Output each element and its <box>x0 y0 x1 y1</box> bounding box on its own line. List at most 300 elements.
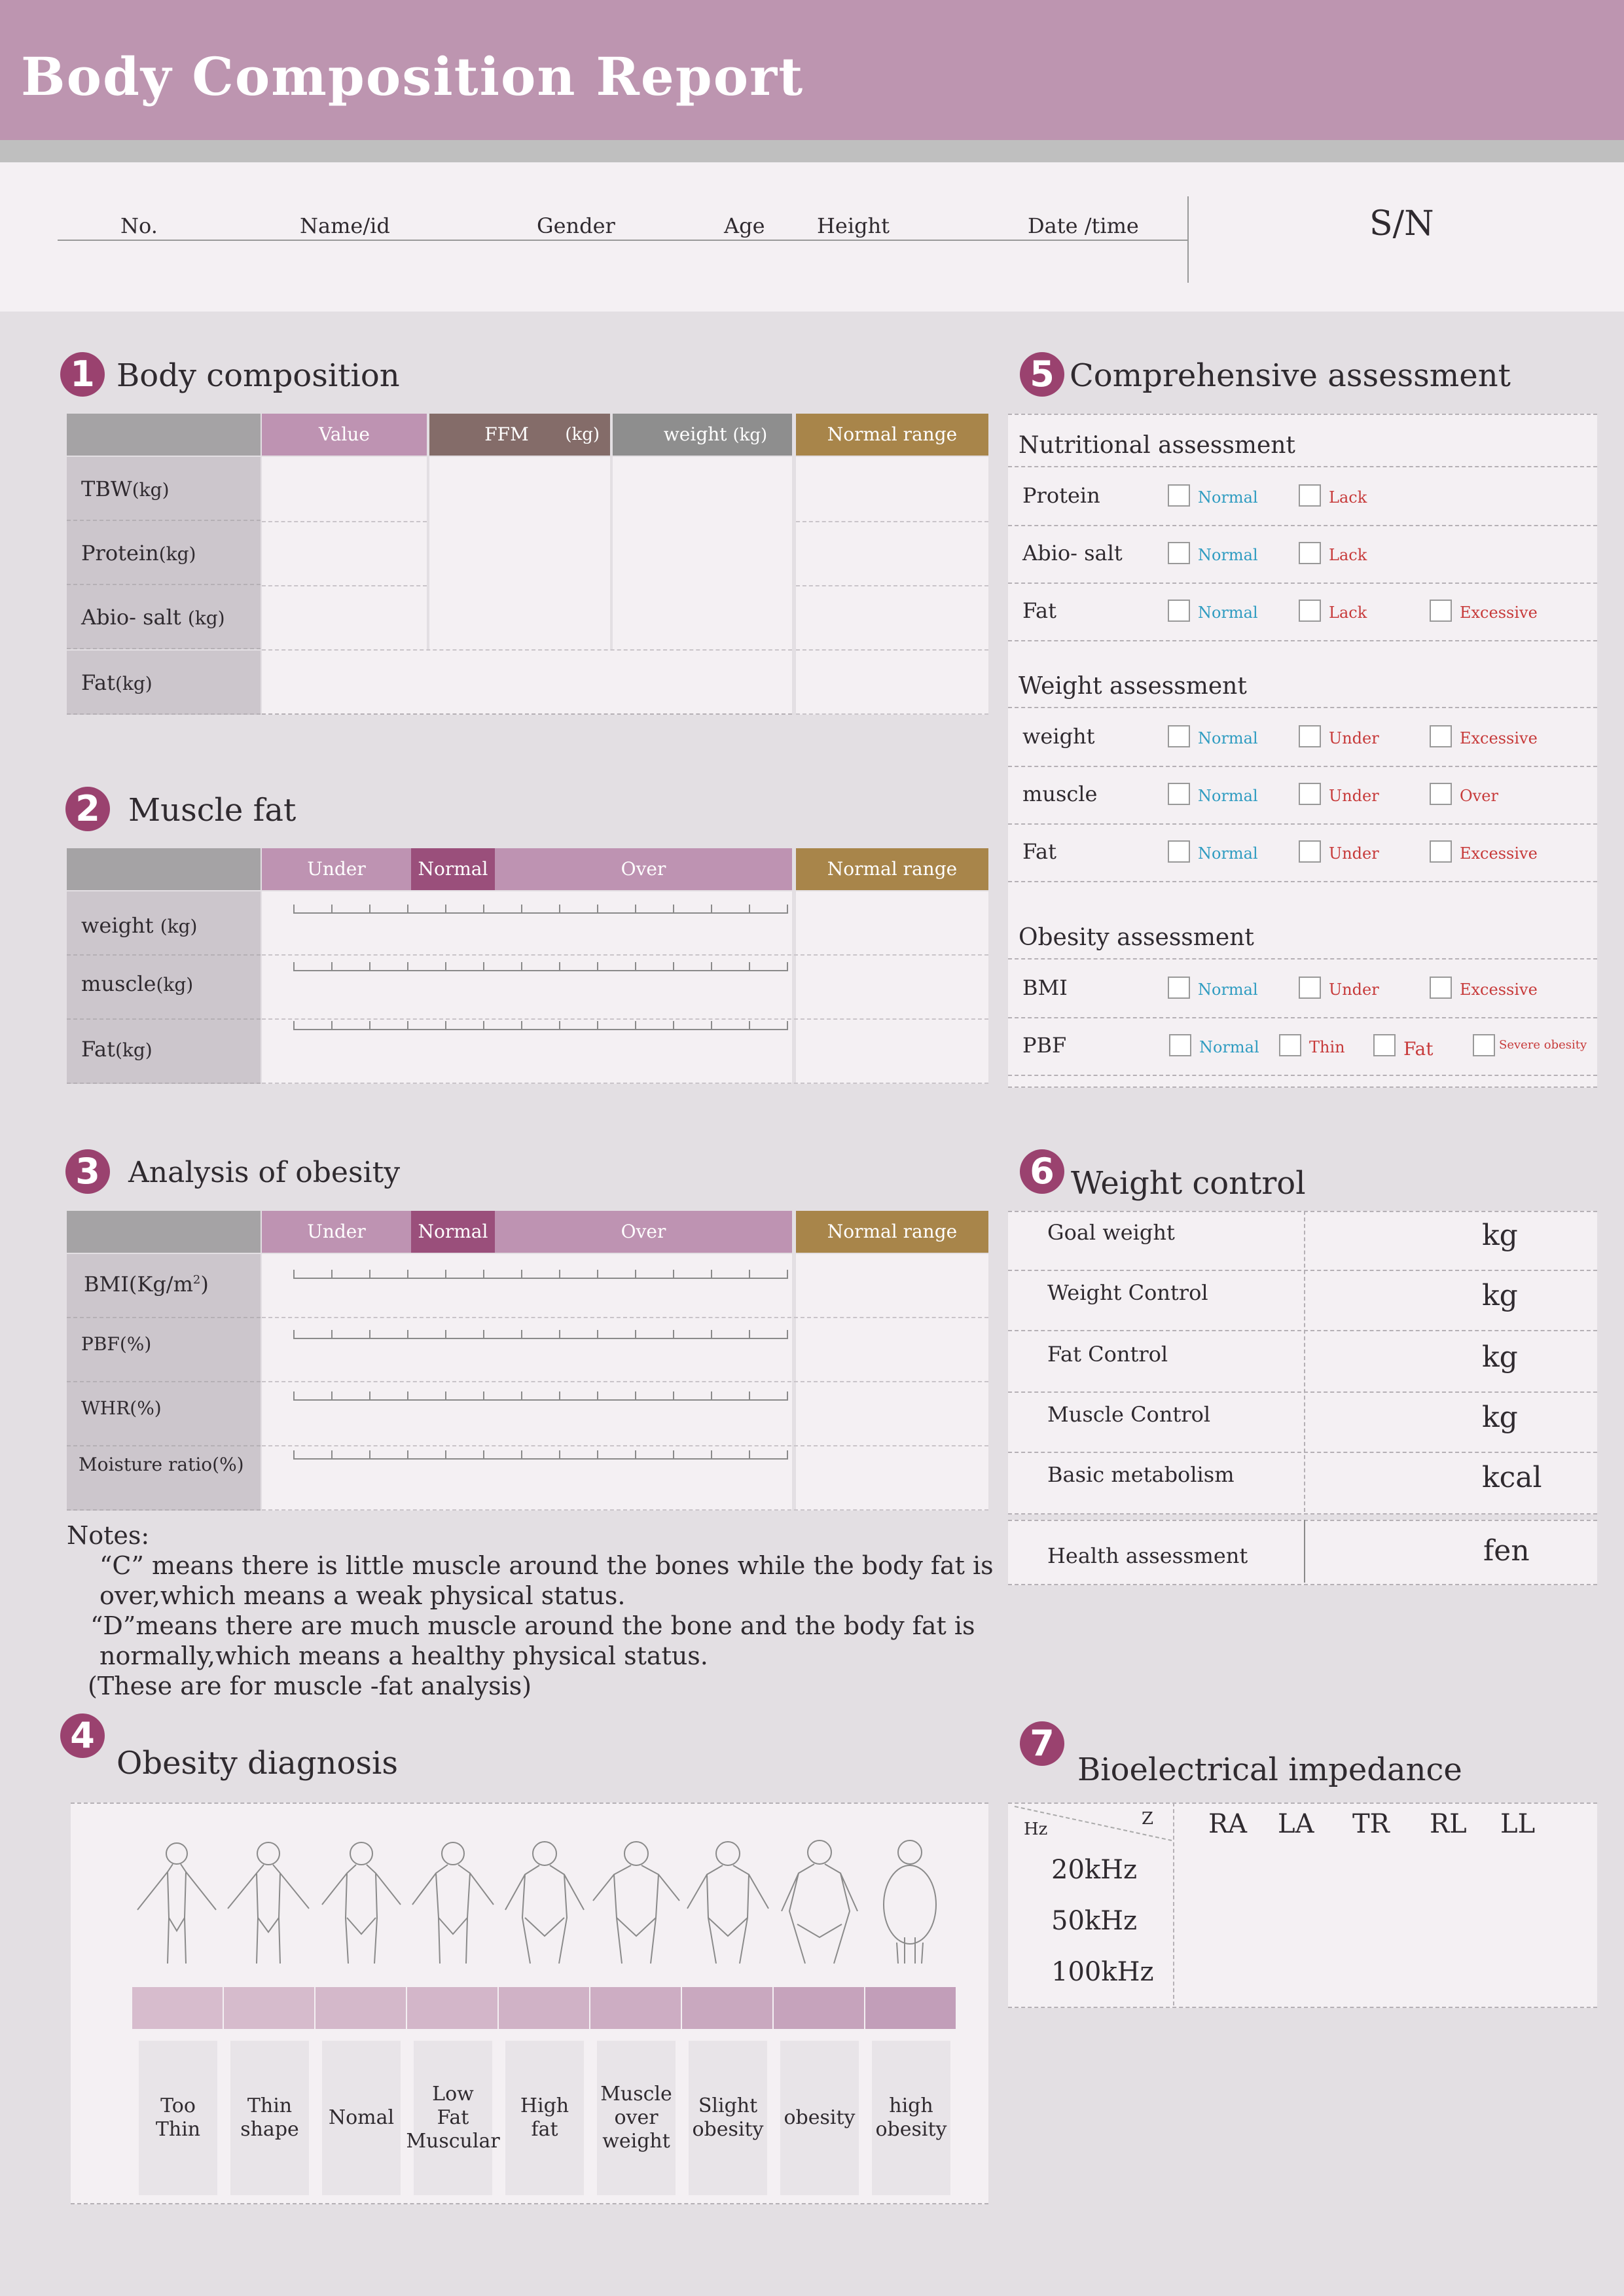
scale-tick <box>635 905 636 914</box>
notes-heading: Notes: <box>67 1521 150 1550</box>
moisture-scale <box>293 1448 788 1460</box>
assessment-option-label: Normal <box>1198 546 1258 564</box>
row-label: BMI(Kg/m <box>84 1271 193 1297</box>
category-band <box>590 1987 681 2029</box>
assessment-checkbox[interactable] <box>1299 600 1321 622</box>
category-band <box>316 1987 406 2029</box>
row-divider <box>796 585 988 586</box>
assessment-checkbox[interactable] <box>1473 1034 1495 1056</box>
assessment-option-label: Lack <box>1329 488 1367 507</box>
col-normal: Normal <box>411 1211 495 1253</box>
category-text-line: weight <box>602 2130 670 2153</box>
col-ffm <box>429 414 610 456</box>
row-unit: (kg) <box>160 916 198 937</box>
assessment-option-label: Under <box>1329 844 1379 863</box>
header-field-height: Height <box>817 213 890 238</box>
category-text-line: Thin <box>155 2118 201 2141</box>
scale-tick <box>597 962 598 971</box>
assessment-row-label: muscle <box>1022 781 1098 806</box>
scale-tick <box>293 1391 295 1401</box>
section-7-title: Bioelectrical impedance <box>1077 1751 1462 1788</box>
assessment-option-label: Normal <box>1198 787 1258 805</box>
category-label <box>406 2041 500 2195</box>
row-label-sup: 2 <box>192 1273 201 1287</box>
assessment-checkbox[interactable] <box>1299 840 1321 863</box>
header-field-name: Name/id <box>300 213 390 238</box>
scale-tick <box>711 1391 712 1401</box>
row-divider <box>796 521 988 522</box>
assessment-checkbox[interactable] <box>1168 600 1190 622</box>
scale-tick <box>293 905 295 914</box>
category-text-line: Too <box>160 2094 196 2117</box>
scale-tick <box>559 1450 560 1460</box>
category-text <box>406 2083 499 2153</box>
scale-tick <box>711 905 712 914</box>
scale-tick <box>787 905 788 914</box>
section-6-title: Weight control <box>1071 1165 1306 1202</box>
assessment-option-label: Excessive <box>1460 844 1538 863</box>
assessment-checkbox[interactable] <box>1430 977 1452 999</box>
assessment-option-label: Over <box>1460 787 1498 805</box>
col-normal-range: Normal range <box>796 848 988 890</box>
header-field-datetime: Date /time <box>1028 213 1139 238</box>
scale-tick <box>521 1270 522 1279</box>
section-2-badge: 2 <box>65 787 110 831</box>
scale-tick <box>369 1021 370 1030</box>
scale-tick <box>673 962 674 971</box>
assessment-checkbox[interactable] <box>1299 542 1321 564</box>
category-text-line: Low <box>432 2083 474 2106</box>
scale-tick <box>521 1391 522 1401</box>
assessment-checkbox[interactable] <box>1299 977 1321 999</box>
impedance-corner-z: Z <box>1142 1809 1154 1829</box>
notes-line: over,which means a weak physical status. <box>99 1581 626 1610</box>
col-under: Under <box>262 1211 411 1253</box>
category-text <box>600 2083 672 2153</box>
scale-tick <box>445 1270 446 1279</box>
assessment-checkbox[interactable] <box>1168 783 1190 805</box>
row-label: Moisture ratio <box>79 1454 213 1475</box>
scale-tick <box>597 905 598 914</box>
category-text <box>784 2106 855 2130</box>
category-label <box>780 2041 859 2195</box>
scale-tick <box>483 962 484 971</box>
assessment-checkbox[interactable] <box>1169 1034 1191 1056</box>
scale-tick <box>407 1391 408 1401</box>
row-divider <box>1008 1391 1597 1393</box>
assessment-option-label: Normal <box>1198 980 1258 999</box>
notes-line: normally,which means a healthy physical status. <box>99 1641 708 1670</box>
col-weight-label: weight <box>663 423 727 445</box>
figure-normal-icon <box>322 1842 401 1964</box>
col-value: Value <box>262 414 427 456</box>
scale-tick <box>445 1450 446 1460</box>
section-5-title: Comprehensive assessment <box>1070 357 1511 394</box>
scale-tick <box>749 1330 750 1339</box>
category-text-line: high <box>889 2094 933 2117</box>
category-text-line: shape <box>240 2118 299 2141</box>
scale-tick <box>369 1330 370 1339</box>
assessment-row-label: BMI <box>1022 975 1068 1000</box>
category-label <box>872 2041 950 2195</box>
row-unit: (kg) <box>158 543 196 565</box>
body-shape-figures <box>71 1833 988 1977</box>
scale-tick <box>635 1021 636 1030</box>
scale-tick <box>597 1330 598 1339</box>
scale-tick <box>483 1021 484 1030</box>
assessment-option-label: Normal <box>1199 1038 1259 1056</box>
row-pbf <box>67 1318 261 1382</box>
row-divider <box>1008 1017 1597 1018</box>
figure-high-fat-icon <box>505 1842 584 1964</box>
row-divider <box>1008 766 1597 767</box>
scale-tick <box>293 1021 295 1030</box>
assessment-option-label: Under <box>1329 729 1379 747</box>
category-text-line: Fat <box>437 2106 469 2129</box>
assessment-checkbox[interactable] <box>1168 725 1190 747</box>
section-1-badge: 1 <box>60 352 105 397</box>
section-2-title: Muscle fat <box>128 792 297 829</box>
row-protein <box>67 521 261 585</box>
col-over: Over <box>495 848 792 890</box>
assessment-checkbox[interactable] <box>1373 1034 1396 1056</box>
assessment-option-label: Lack <box>1329 603 1367 622</box>
bmi-scale <box>293 1267 788 1279</box>
row-divider <box>1008 640 1597 641</box>
row-divider <box>262 585 427 586</box>
scale-tick <box>521 1450 522 1460</box>
row-divider <box>1008 583 1597 584</box>
header-field-gender: Gender <box>537 213 615 238</box>
category-text <box>875 2094 947 2142</box>
scale-tick <box>559 1021 560 1030</box>
scale-tick <box>673 1021 674 1030</box>
assessment-option-label: Under <box>1329 787 1379 805</box>
figure-thin-shape-icon <box>228 1842 309 1964</box>
category-text-line: Thin <box>247 2094 293 2117</box>
normal-range-cells <box>796 891 988 1084</box>
assessment-option-label: Normal <box>1198 488 1258 507</box>
row-divider <box>262 1445 988 1446</box>
assessment-row-label: Abio- salt <box>1022 541 1123 565</box>
assessment-checkbox[interactable] <box>1430 725 1452 747</box>
row-unit: (kg) <box>115 1039 153 1061</box>
scale-tick <box>673 1270 674 1279</box>
scale-area <box>262 891 792 1084</box>
row-divider <box>262 521 427 522</box>
category-text <box>505 2094 584 2142</box>
row-unit: (kg) <box>115 673 153 694</box>
value-cells <box>262 457 427 651</box>
row-whr <box>67 1382 261 1446</box>
table-corner <box>67 414 261 456</box>
assessment-row-label: Protein <box>1022 483 1100 508</box>
category-text-line: Muscular <box>406 2130 500 2153</box>
row-bmi <box>67 1254 261 1318</box>
category-text-line: obesity <box>692 2118 764 2141</box>
table-corner <box>67 1211 261 1253</box>
weight-control-unit: kg <box>1482 1340 1518 1374</box>
scale-tick <box>445 1021 446 1030</box>
impedance-row-label: 100kHz <box>1051 1957 1154 1987</box>
row-weight <box>67 891 261 956</box>
scale-tick <box>749 1450 750 1460</box>
row-tbw <box>67 457 261 521</box>
scale-tick <box>749 905 750 914</box>
scale-tick <box>293 1330 295 1339</box>
figure-slight-obesity-icon <box>687 1842 768 1964</box>
scale-tick <box>559 962 560 971</box>
scale-tick <box>293 962 295 971</box>
row-label: WHR <box>81 1397 130 1419</box>
assessment-group-title: Nutritional assessment <box>1019 432 1295 459</box>
scale-tick <box>559 905 560 914</box>
assessment-option-label: Normal <box>1198 603 1258 622</box>
scale-tick <box>635 1450 636 1460</box>
weight-control-label: Muscle Control <box>1047 1402 1211 1427</box>
category-band <box>132 1987 223 2029</box>
row-divider <box>262 954 988 956</box>
scale-tick <box>787 1450 788 1460</box>
scale-tick <box>331 1450 333 1460</box>
weight-control-label: Fat Control <box>1047 1342 1168 1367</box>
col-weight <box>613 414 792 456</box>
weight-control-label: Weight Control <box>1047 1280 1208 1305</box>
category-text-line: High fat <box>520 2094 569 2141</box>
weight-control-unit: kg <box>1482 1219 1518 1252</box>
row-unit: (%) <box>119 1333 152 1355</box>
category-text <box>240 2094 299 2142</box>
row-label: Protein <box>81 541 159 565</box>
row-divider <box>1008 881 1597 882</box>
impedance-column-header: RA <box>1208 1809 1248 1839</box>
scale-tick <box>407 905 408 914</box>
divider-strip <box>0 140 1624 162</box>
scale-tick <box>293 1450 295 1460</box>
whr-scale <box>293 1389 788 1401</box>
scale-tick <box>711 962 712 971</box>
category-text <box>329 2106 394 2130</box>
col-normal: Normal <box>411 848 495 890</box>
col-under: Under <box>262 848 411 890</box>
row-moisture <box>67 1446 261 1511</box>
health-assessment-unit: fen <box>1483 1534 1530 1568</box>
row-label: weight <box>81 913 154 938</box>
section-4-badge: 4 <box>60 1713 105 1758</box>
assessment-option-label: Excessive <box>1460 980 1538 999</box>
col-ffm-unit: (kg) <box>565 425 600 444</box>
category-text-line: Slight <box>698 2094 758 2117</box>
assessment-row-label: Fat <box>1022 839 1056 864</box>
scale-tick <box>711 1021 712 1030</box>
scale-tick <box>369 962 370 971</box>
notes-line: “D”means there are much muscle around the bone and the body fat is <box>90 1611 975 1640</box>
header-field-no: No. <box>120 213 158 238</box>
col-normal-range: Normal range <box>796 414 988 456</box>
category-text-line: Muscle <box>600 2083 672 2106</box>
weight-control-label: Goal weight <box>1047 1220 1175 1245</box>
weight-scale <box>293 902 788 914</box>
category-label <box>689 2041 767 2195</box>
serial-number-label: S/N <box>1369 204 1434 243</box>
category-text <box>156 2094 200 2142</box>
assessment-checkbox[interactable] <box>1168 840 1190 863</box>
health-divider <box>1304 1520 1305 1583</box>
assessment-checkbox[interactable] <box>1430 783 1452 805</box>
scale-tick <box>521 1330 522 1339</box>
row-unit: (%) <box>212 1454 244 1475</box>
assessment-option-label: Excessive <box>1460 603 1538 622</box>
category-label <box>322 2041 401 2195</box>
col-normal-range: Normal range <box>796 1211 988 1253</box>
scale-tick <box>749 1391 750 1401</box>
assessment-row-label: Fat <box>1022 598 1056 623</box>
row-muscle <box>67 956 261 1020</box>
scale-tick <box>635 1391 636 1401</box>
scale-tick <box>445 1391 446 1401</box>
scale-tick <box>749 962 750 971</box>
scale-tick <box>711 1270 712 1279</box>
assessment-option-label: Severe obesity <box>1499 1038 1587 1052</box>
assessment-option-label: Normal <box>1198 844 1258 863</box>
scale-tick <box>673 1330 674 1339</box>
scale-tick <box>407 1450 408 1460</box>
scale-tick <box>787 1021 788 1030</box>
scale-tick <box>369 905 370 914</box>
scale-tick <box>407 1330 408 1339</box>
category-label <box>230 2041 309 2195</box>
row-label: Fat <box>81 1037 115 1062</box>
row-divider <box>1008 1075 1597 1076</box>
health-assessment-label: Health assessment <box>1047 1543 1248 1568</box>
weight-control-unit: kg <box>1482 1401 1518 1434</box>
header-underline <box>58 240 1188 241</box>
col-ffm-label: FFM <box>484 423 529 445</box>
col-over: Over <box>495 1211 792 1253</box>
category-text-line: obesity <box>784 2106 856 2129</box>
assessment-checkbox[interactable] <box>1299 725 1321 747</box>
row-unit: (kg) <box>156 974 194 996</box>
figure-obesity-icon <box>782 1840 857 1964</box>
assessment-group-title: Weight assessment <box>1019 673 1247 700</box>
row-divider <box>796 649 988 651</box>
scale-tick <box>483 1330 484 1339</box>
category-band <box>499 1987 589 2029</box>
scale-tick <box>369 1391 370 1401</box>
assessment-checkbox[interactable] <box>1430 600 1452 622</box>
scale-tick <box>331 1391 333 1401</box>
notes-line: (These are for muscle -fat analysis) <box>88 1672 532 1700</box>
row-divider <box>1008 1270 1597 1271</box>
scale-tick <box>521 905 522 914</box>
row-divider <box>1008 525 1597 526</box>
row-divider <box>1008 707 1597 708</box>
scale-tick <box>711 1330 712 1339</box>
scale-tick <box>483 1270 484 1279</box>
impedance-column-header: LA <box>1278 1809 1314 1839</box>
scale-tick <box>483 905 484 914</box>
section-5-badge: 5 <box>1020 352 1064 397</box>
assessment-checkbox[interactable] <box>1430 840 1452 863</box>
row-divider <box>796 713 988 715</box>
scale-tick <box>331 1270 333 1279</box>
header-separator <box>1187 196 1189 283</box>
col-weight-unit: (kg) <box>732 425 768 445</box>
pbf-scale <box>293 1327 788 1339</box>
category-band <box>682 1987 772 2029</box>
scale-tick <box>445 1330 446 1339</box>
category-text-line: over <box>614 2106 659 2129</box>
assessment-checkbox[interactable] <box>1168 484 1190 507</box>
scale-tick <box>521 962 522 971</box>
category-label <box>139 2041 217 2195</box>
row-divider <box>262 649 792 651</box>
scale-tick <box>673 1391 674 1401</box>
impedance-column-header: LL <box>1500 1809 1536 1839</box>
scale-tick <box>369 1270 370 1279</box>
assessment-checkbox[interactable] <box>1279 1034 1301 1056</box>
assessment-option-label: Fat <box>1403 1038 1434 1060</box>
scale-tick <box>331 962 333 971</box>
row-fat <box>67 1020 261 1084</box>
assessment-row-label: PBF <box>1022 1033 1067 1058</box>
section-1-title: Body composition <box>117 357 400 394</box>
impedance-column-header: TR <box>1352 1809 1390 1839</box>
scale-tick <box>331 1021 333 1030</box>
assessment-option-label: Normal <box>1198 729 1258 747</box>
scale-tick <box>787 1330 788 1339</box>
scale-area <box>262 1254 792 1511</box>
scale-tick <box>407 1270 408 1279</box>
assessment-checkbox[interactable] <box>1168 977 1190 999</box>
section-4-title: Obesity diagnosis <box>117 1745 398 1782</box>
section-3-badge: 3 <box>65 1149 110 1194</box>
assessment-checkbox[interactable] <box>1168 542 1190 564</box>
row-label: Abio- salt <box>81 605 181 630</box>
scale-tick <box>331 1330 333 1339</box>
impedance-column-header: RL <box>1430 1809 1467 1839</box>
ffm-cell <box>429 457 610 651</box>
figure-muscle-over-weight-icon <box>593 1842 679 1964</box>
scale-tick <box>445 962 446 971</box>
row-divider <box>1008 1452 1597 1453</box>
header-field-age: Age <box>724 213 765 238</box>
row-label: PBF <box>81 1333 120 1355</box>
scale-tick <box>635 962 636 971</box>
assessment-checkbox[interactable] <box>1299 783 1321 805</box>
scale-tick <box>521 1021 522 1030</box>
assessment-checkbox[interactable] <box>1299 484 1321 507</box>
weight-control-unit: kg <box>1482 1279 1518 1312</box>
figure-high-obesity-icon <box>884 1840 936 1964</box>
category-label <box>505 2041 584 2195</box>
assessment-group-title: Obesity assessment <box>1019 924 1254 951</box>
scale-tick <box>483 1450 484 1460</box>
scale-tick <box>597 1450 598 1460</box>
category-band <box>407 1987 497 2029</box>
assessment-option-label: Lack <box>1329 546 1367 564</box>
row-label: muscle <box>81 971 156 996</box>
row-label: Fat <box>81 670 115 695</box>
scale-tick <box>711 1450 712 1460</box>
row-divider <box>262 1381 988 1382</box>
weight-control-divider <box>1304 1211 1305 1512</box>
scale-tick <box>559 1270 560 1279</box>
scale-tick <box>635 1330 636 1339</box>
row-divider <box>1008 1330 1597 1331</box>
assessment-option-label: Under <box>1329 980 1379 999</box>
scale-tick <box>559 1391 560 1401</box>
